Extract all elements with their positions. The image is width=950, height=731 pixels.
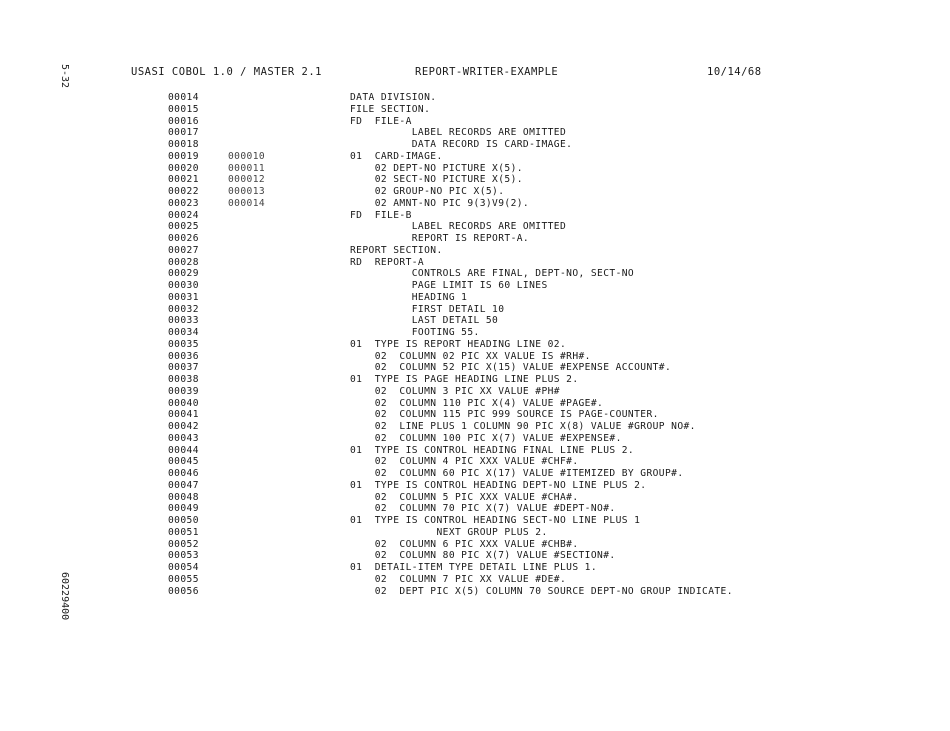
sequence-number: 00020 [168,162,199,174]
listing-line [0,151,950,163]
source-code: FOOTING 55. [350,327,480,338]
source-code: 02 COLUMN 7 PIC XX VALUE #DE#. [350,573,567,585]
listing-line [0,315,950,327]
listing-line [0,574,950,586]
sequence-number: 00024 [168,209,199,221]
sequence-number: 00045 [168,456,199,468]
source-code: 02 COLUMN 5 PIC XXX VALUE #CHA#. [350,491,579,503]
source-code: 01 TYPE IS CONTROL HEADING FINAL LINE PLUS 2. [350,444,635,456]
sequence-number: 00055 [168,573,199,585]
sequence-number: 00041 [168,409,199,421]
source-code: 01 TYPE IS CONTROL HEADING DEPT-NO LINE PLUS 2. [350,479,647,491]
listing-line [0,351,950,363]
listing-line [0,245,950,257]
document-number: 60229400 [59,572,70,621]
source-code: 02 GROUP-NO PIC X(5). [350,186,505,197]
source-code: 01 TYPE IS CONTROL HEADING SECT-NO LINE PLUS 1 [350,515,641,526]
listing-line [0,586,950,598]
sequence-number: 00018 [168,139,199,150]
sequence-number: 00030 [168,280,199,291]
sequence-number: 00023 [168,197,199,209]
source-code: FIRST DETAIL 10 [350,303,505,315]
sequence-number: 00028 [168,256,199,268]
source-code: DATA DIVISION. [350,92,437,103]
sequence-number: 00033 [168,315,199,327]
page-number: 5-32 [59,64,70,89]
listing-line [0,210,950,222]
source-code: LABEL RECORDS ARE OMITTED [350,221,567,233]
sequence-number: 00042 [168,421,199,432]
source-code: HEADING 1 [350,291,468,303]
sequence-number: 00053 [168,550,199,562]
listing-line [0,421,950,433]
sequence-number: 00027 [168,244,199,256]
listing-line [0,456,950,468]
listing-line [0,221,950,233]
listing-line [0,503,950,515]
sequence-number: 00037 [168,362,199,374]
source-code: 02 COLUMN 60 PIC X(17) VALUE #ITEMIZED BY GROUP#. [350,468,684,479]
sequence-number: 00017 [168,127,199,139]
listing-line [0,374,950,386]
sequence-number: 00049 [168,503,199,515]
sequence-number: 00014 [168,92,199,103]
source-code: 02 COLUMN 100 PIC X(7) VALUE #EXPENSE#. [350,432,622,444]
listing-line [0,104,950,116]
sequence-number: 00015 [168,103,199,115]
source-code: 02 COLUMN 80 PIC X(7) VALUE #SECTION#. [350,550,616,562]
listing-line [0,492,950,504]
reference-number: 000010 [228,150,266,162]
source-code: 01 TYPE IS PAGE HEADING LINE PLUS 2. [350,374,579,385]
sequence-number: 00031 [168,291,199,303]
listing-line [0,550,950,562]
source-code: 02 COLUMN 52 PIC X(15) VALUE #EXPENSE ACCOUNT#. [350,362,672,374]
sequence-number: 00056 [168,585,199,597]
sequence-number: 00019 [168,150,199,162]
listing-line [0,539,950,551]
listing-line [0,527,950,539]
sequence-number: 00047 [168,479,199,491]
source-code: RD REPORT-A [350,256,425,268]
source-code: 02 COLUMN 4 PIC XXX VALUE #CHF#. [350,456,579,468]
source-code: 02 COLUMN 110 PIC X(4) VALUE #PAGE#. [350,397,604,409]
source-code: 02 DEPT PIC X(5) COLUMN 70 SOURCE DEPT-NO GROUP INDICATE. [350,585,733,597]
listing-line [0,198,950,210]
source-code: REPORT IS REPORT-A. [350,233,530,244]
listing-line [0,233,950,245]
listing-line [0,339,950,351]
sequence-number: 00052 [168,538,199,550]
source-code: 02 COLUMN 02 PIC XX VALUE IS #RH#. [350,350,591,362]
listing-line [0,186,950,198]
source-code: PAGE LIMIT IS 60 LINES [350,280,548,291]
sequence-number: 00048 [168,491,199,503]
listing-line [0,362,950,374]
sequence-number: 00029 [168,268,199,280]
source-code: LAST DETAIL 50 [350,315,499,327]
source-code: LABEL RECORDS ARE OMITTED [350,127,567,139]
listing-line [0,398,950,410]
program-name: REPORT-WRITER-EXAMPLE [415,66,559,78]
sequence-number: 00040 [168,397,199,409]
source-code: NEXT GROUP PLUS 2. [350,526,548,538]
listing-line [0,139,950,151]
sequence-number: 00035 [168,338,199,350]
source-code: 01 DETAIL-ITEM TYPE DETAIL LINE PLUS 1. [350,562,598,573]
sequence-number: 00044 [168,444,199,456]
listing-line [0,304,950,316]
source-code: 02 LINE PLUS 1 COLUMN 90 PIC X(8) VALUE #GROUP NO#. [350,421,696,432]
source-code: FD FILE-B [350,209,412,221]
listing-line [0,280,950,292]
source-code: 01 TYPE IS REPORT HEADING LINE 02. [350,338,567,350]
listing-line [0,292,950,304]
sequence-number: 00016 [168,115,199,127]
sequence-number: 00046 [168,468,199,479]
listing-line [0,386,950,398]
sequence-number: 00043 [168,432,199,444]
listing-line [0,409,950,421]
source-code: 02 SECT-NO PICTURE X(5). [350,174,523,186]
source-code: 02 COLUMN 70 PIC X(7) VALUE #DEPT-NO#. [350,503,616,515]
source-code: FD FILE-A [350,115,412,127]
reference-number: 000013 [228,186,266,197]
sequence-number: 00054 [168,562,199,573]
source-code: CONTROLS ARE FINAL, DEPT-NO, SECT-NO [350,268,635,280]
reference-number: 000012 [228,174,266,186]
listing-line [0,127,950,139]
listing-date: 10/14/68 [707,66,762,78]
listing-line [0,116,950,128]
sequence-number: 00034 [168,327,199,338]
source-listing [0,92,950,597]
sequence-number: 00026 [168,233,199,244]
listing-line [0,268,950,280]
listing-line [0,327,950,339]
sequence-number: 00039 [168,385,199,397]
sequence-number: 00032 [168,303,199,315]
listing-line [0,163,950,175]
listing-line [0,562,950,574]
source-code: 02 DEPT-NO PICTURE X(5). [350,162,523,174]
reference-number: 000011 [228,162,266,174]
source-code: FILE SECTION. [350,103,431,115]
sequence-number: 00038 [168,374,199,385]
listing-line [0,480,950,492]
listing-line [0,433,950,445]
listing-line [0,515,950,527]
sequence-number: 00050 [168,515,199,526]
sequence-number: 00025 [168,221,199,233]
compiler-title: USASI COBOL 1.0 / MASTER 2.1 [131,66,323,78]
source-code: 01 CARD-IMAGE. [350,150,443,162]
source-code: 02 AMNT-NO PIC 9(3)V9(2). [350,197,530,209]
listing-line [0,468,950,480]
sequence-number: 00051 [168,526,199,538]
source-code: REPORT SECTION. [350,244,443,256]
listing-line [0,445,950,457]
source-code: 02 COLUMN 115 PIC 999 SOURCE IS PAGE-COUNTER. [350,409,659,421]
sequence-number: 00022 [168,186,199,197]
sequence-number: 00021 [168,174,199,186]
reference-number: 000014 [228,197,266,209]
listing-line [0,92,950,104]
listing-line [0,257,950,269]
sequence-number: 00036 [168,350,199,362]
source-code: 02 COLUMN 6 PIC XXX VALUE #CHB#. [350,538,579,550]
listing-line [0,174,950,186]
source-code: 02 COLUMN 3 PIC XX VALUE #PH# [350,385,560,397]
source-code: DATA RECORD IS CARD-IMAGE. [350,139,573,150]
